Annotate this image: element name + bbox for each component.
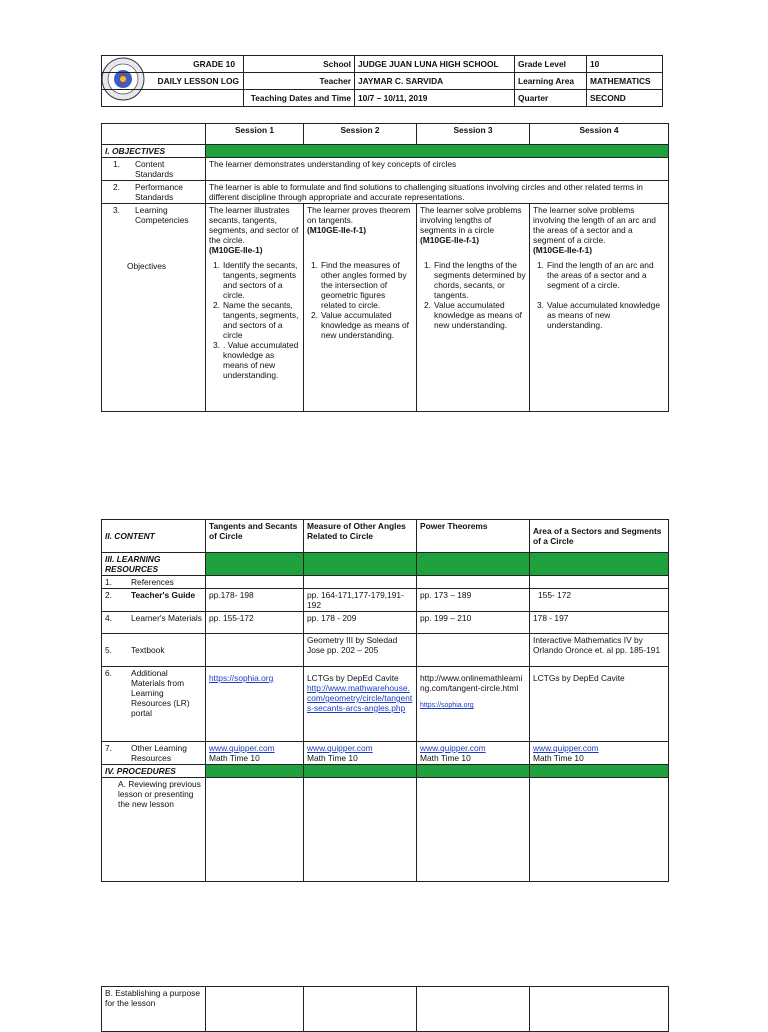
content-standards-num: 1. xyxy=(113,159,120,169)
competency-code-1: (M10GE-IIe-1) xyxy=(209,245,263,255)
references-cell-3 xyxy=(417,576,530,589)
other-resources-cell-2 xyxy=(304,742,417,765)
competency-text-2: The learner proves theorem on tangents. xyxy=(307,205,411,225)
procedure-b-cell-2 xyxy=(304,987,417,1032)
teachers-guide-label-cell xyxy=(102,589,206,612)
learners-materials-cell-2: pp. 178 - 209 xyxy=(304,612,417,634)
additional-cell-4 xyxy=(530,667,669,742)
competencies-num: 3. xyxy=(113,205,120,215)
procedure-a-cell-1 xyxy=(206,778,304,882)
resources-section-title: III. LEARNING RESOURCES xyxy=(102,553,206,576)
objectives-cell-4 xyxy=(530,259,669,412)
teachers-guide-cell-2: pp. 164-171,177-179,191-192 xyxy=(304,589,417,612)
procedure-b-label: B. Establishing a purpose for the lesson xyxy=(105,988,200,1008)
resources-green-bar-1 xyxy=(206,553,304,576)
content-topic-3: Power Theorems xyxy=(417,520,530,553)
procedure-a-label: A. Reviewing previous lesson or presenting the new lesson xyxy=(118,779,201,809)
list-item: 2. Value accumulated knowledge as means of new understanding. xyxy=(311,309,409,340)
procedure-b-cell-1 xyxy=(206,987,304,1032)
teacher-label: Teacher xyxy=(244,73,355,90)
objectives-section-title: I. OBJECTIVES xyxy=(102,145,206,158)
textbook-label-cell xyxy=(102,634,206,667)
objectives-green-bar xyxy=(206,145,669,158)
objectives-cell-1 xyxy=(206,259,304,412)
procedures-green-bar-2 xyxy=(304,765,417,778)
log-title: DAILY LESSON LOG xyxy=(157,76,239,86)
math-time-3: Math Time 10 xyxy=(420,753,471,763)
competency-code-3: (M10GE-IIe-f-1) xyxy=(420,235,480,245)
additional-label-cell xyxy=(102,667,206,742)
additional-text-2: LCTGs by DepEd Cavite xyxy=(307,673,399,683)
objectives-cell-2 xyxy=(304,259,417,412)
learning-area-value: MATHEMATICS xyxy=(587,73,663,90)
procedure-b-table xyxy=(101,986,669,1032)
dates-value: 10/7 – 10/11, 2019 xyxy=(355,90,515,107)
sophia-link[interactable]: https://sophia.org xyxy=(209,673,274,683)
learners-materials-cell-4: 178 - 197 xyxy=(530,612,669,634)
session-header-4: Session 4 xyxy=(530,124,669,145)
content-topic-2: Measure of Other Angles Related to Circle xyxy=(304,520,417,553)
header-empty-cell xyxy=(102,90,244,107)
objectives-cell-3 xyxy=(417,259,530,412)
resources-green-bar-3 xyxy=(417,553,530,576)
teachers-guide-cell-3: pp. 173 – 189 xyxy=(417,589,530,612)
references-label: References xyxy=(131,577,174,587)
procedure-b-cell-4 xyxy=(530,987,669,1032)
teachers-guide-num: 2. xyxy=(105,590,112,600)
procedure-a-cell-3 xyxy=(417,778,530,882)
procedure-b-cell-3 xyxy=(417,987,530,1032)
competency-cell-1 xyxy=(206,204,304,259)
learning-area-label: Learning Area xyxy=(515,73,587,90)
grade-level-label: Grade Level xyxy=(515,56,587,73)
procedure-a-label-cell xyxy=(102,778,206,882)
other-resources-cell-1 xyxy=(206,742,304,765)
math-time-2: Math Time 10 xyxy=(307,753,358,763)
references-cell-1 xyxy=(206,576,304,589)
quarter-value: SECOND xyxy=(587,90,663,107)
textbook-cell-1 xyxy=(206,634,304,667)
other-resources-cell-4 xyxy=(530,742,669,765)
competency-code-4: (M10GE-IIe-f-1) xyxy=(533,245,593,255)
list-item: 3. . Value accumulated knowledge as means of new understanding. xyxy=(213,339,299,380)
sophia-link-2[interactable]: https://sophia.org xyxy=(420,702,474,709)
objectives-table xyxy=(101,123,669,412)
content-topic-4: Area of a Sectors and Segments of a Circle xyxy=(530,520,669,553)
quarter-label: Quarter xyxy=(515,90,587,107)
learners-materials-label: Learner's Materials xyxy=(131,613,202,623)
competencies-label: Learning Competencies xyxy=(135,205,189,225)
learners-materials-num: 4. xyxy=(105,613,112,623)
learners-materials-cell-3: pp. 199 – 210 xyxy=(417,612,530,634)
resources-green-bar-4 xyxy=(530,553,669,576)
other-resources-cell-3 xyxy=(417,742,530,765)
other-resources-label-cell xyxy=(102,742,206,765)
session-header-2: Session 2 xyxy=(304,124,417,145)
additional-text-3: http://www.onlinemathlearning.com/tangent-circle.html xyxy=(420,673,523,693)
additional-text-4: LCTGs by DepEd Cavite xyxy=(533,673,625,683)
procedure-b-label-cell xyxy=(102,987,206,1032)
math-time-4: Math Time 10 xyxy=(533,753,584,763)
quipper-link-4[interactable]: www.quipper.com xyxy=(533,743,599,753)
textbook-cell-2: Geometry III by Soledad Jose pp. 202 – 205 xyxy=(304,634,417,667)
list-item: 1. Identify the secants, tangents, segments and sectors of a circle. xyxy=(213,259,298,300)
additional-label: Additional Materials from Learning Resources (LR) portal xyxy=(131,668,190,718)
list-item: 1. Find the length of an arc and the areas of a sector and a segment of a circle. xyxy=(537,259,654,290)
procedures-green-bar-1 xyxy=(206,765,304,778)
textbook-cell-4: Interactive Mathematics IV by Orlando Oronce et. al pp. 185-191 xyxy=(530,634,669,667)
content-standards-label: Content Standards xyxy=(135,159,174,179)
textbook-num: 5. xyxy=(105,645,112,655)
header-table xyxy=(101,55,663,107)
competency-text-3: The learner solve problems involving lengths of segments in a circle xyxy=(420,205,522,235)
performance-standards-num: 2. xyxy=(113,182,120,192)
references-label-cell xyxy=(102,576,206,589)
additional-cell-2 xyxy=(304,667,417,742)
header-grade xyxy=(102,56,244,73)
teacher-value: JAYMAR C. SARVIDA xyxy=(355,73,515,90)
other-resources-label: Other Learning Resources xyxy=(131,743,187,763)
quipper-link-3[interactable]: www.quipper.com xyxy=(420,743,486,753)
performance-standards-text: The learner is able to formulate and find solutions to challenging situations involving circles and other related terms in different discipline through appropriate and accurate representations. xyxy=(206,181,669,204)
grade-level-value: 10 xyxy=(587,56,663,73)
procedure-a-cell-4 xyxy=(530,778,669,882)
list-item: 1. Find the measures of other angles formed by the intersection of geometric figures related to circle. xyxy=(311,259,407,310)
content-standards-label-cell xyxy=(102,158,206,181)
header-log-title xyxy=(102,73,244,90)
content-topic-1: Tangents and Secants of Circle xyxy=(206,520,304,553)
objectives-list-3 xyxy=(420,260,526,330)
session-header-1: Session 1 xyxy=(206,124,304,145)
objectives-label: Objectives xyxy=(127,261,167,271)
school-value: JUDGE JUAN LUNA HIGH SCHOOL xyxy=(355,56,515,73)
procedures-section-title: IV. PROCEDURES xyxy=(102,765,206,778)
list-item: 1. Find the lengths of the segments determined by chords, secants, or tangents. xyxy=(424,259,526,300)
additional-cell-3 xyxy=(417,667,530,742)
learners-materials-cell-1: pp. 155-172 xyxy=(206,612,304,634)
teachers-guide-label: Teacher's Guide xyxy=(131,590,196,600)
other-resources-num: 7. xyxy=(105,743,112,753)
references-cell-2 xyxy=(304,576,417,589)
performance-standards-label: Performance Standards xyxy=(135,182,183,202)
objectives-list-4 xyxy=(533,260,665,330)
math-time-1: Math Time 10 xyxy=(209,753,260,763)
procedures-green-bar-3 xyxy=(417,765,530,778)
list-item: 2. Name the secants, tangents, segments, and sectors of a circle xyxy=(213,299,299,340)
quipper-link-2[interactable]: www.quipper.com xyxy=(307,743,373,753)
content-section-title: II. CONTENT xyxy=(102,520,206,553)
grade-label: GRADE 10 xyxy=(193,59,235,69)
list-item: 3. Value accumulated knowledge as means of new understanding. xyxy=(537,299,660,330)
additional-cell-1 xyxy=(206,667,304,742)
textbook-cell-3 xyxy=(417,634,530,667)
competency-text-1: The learner illustrates secants, tangents, segments, and sector of the circle. xyxy=(209,205,299,245)
competency-text-4: The learner solve problems involving the length of an arc and the areas of a sector and a segment of a circle. xyxy=(533,205,656,245)
session-header-blank xyxy=(102,124,206,145)
list-item: 2. Value accumulated knowledge as means of new understanding. xyxy=(424,299,522,330)
competency-cell-3 xyxy=(417,204,530,259)
competencies-label-cell xyxy=(102,204,206,412)
procedures-green-bar-4 xyxy=(530,765,669,778)
competency-cell-2 xyxy=(304,204,417,259)
objectives-list-2 xyxy=(307,260,413,340)
teachers-guide-cell-1: pp.178- 198 xyxy=(206,589,304,612)
learners-materials-label-cell xyxy=(102,612,206,634)
teachers-guide-cell-4: 155- 172 xyxy=(530,589,669,612)
school-label: School xyxy=(244,56,355,73)
additional-num: 6. xyxy=(105,668,112,678)
performance-standards-label-cell xyxy=(102,181,206,204)
competency-code-2: (M10GE-IIe-f-1) xyxy=(307,225,367,235)
references-cell-4 xyxy=(530,576,669,589)
references-num: 1. xyxy=(105,577,112,587)
quipper-link-1[interactable]: www.quipper.com xyxy=(209,743,275,753)
resources-green-bar-2 xyxy=(304,553,417,576)
content-table xyxy=(101,519,669,882)
procedure-a-cell-2 xyxy=(304,778,417,882)
objectives-list-1 xyxy=(209,260,300,380)
textbook-label: Textbook xyxy=(131,645,165,655)
dates-label: Teaching Dates and Time xyxy=(244,90,355,107)
session-header-3: Session 3 xyxy=(417,124,530,145)
competency-cell-4 xyxy=(530,204,669,259)
mathwarehouse-link[interactable]: http://www.mathwarehouse.com/geometry/circle/tangents-secants-arcs-angles.php xyxy=(307,683,413,713)
content-standards-text: The learner demonstrates understanding of key concepts of circles xyxy=(206,158,669,181)
